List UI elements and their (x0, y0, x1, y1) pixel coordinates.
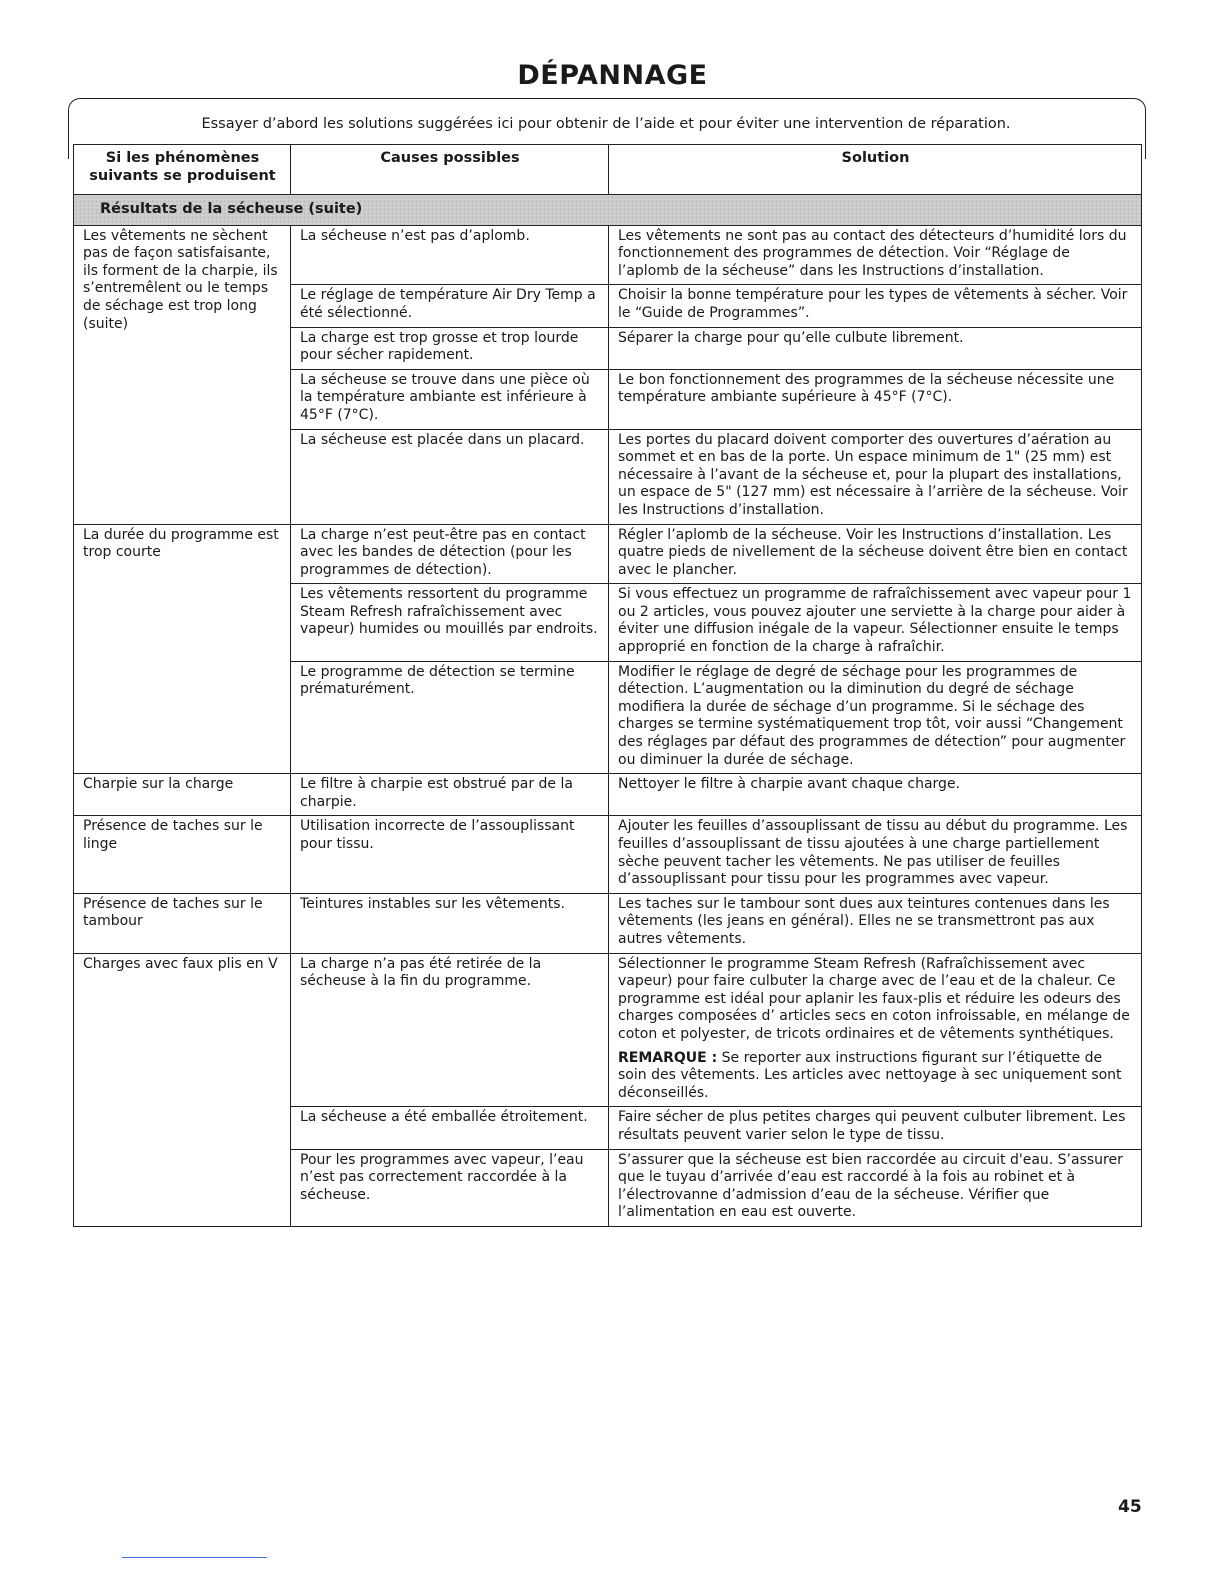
table-row (74, 225, 1142, 285)
cause-cell: La sécheuse a été emballée étroitement. (291, 1107, 609, 1149)
symptom-cell: Présence de taches sur le tambour (74, 893, 291, 953)
section-row (74, 195, 1142, 226)
table-row (74, 893, 1142, 953)
solution-cell: Les taches sur le tambour sont dues aux teintures contenues dans les vêtements (les jeans en général). Elles ne se transmettront pas aux autres vêtements. (609, 893, 1142, 953)
solution-text: Sélectionner le programme Steam Refresh (Rafraîchissement avec vapeur) pour faire culbuter la charge avec de l’eau et de la chaleur. Ce programme est idéal pour aplanir les faux-plis et réduire les odeurs des charges composées d’ articles secs en coton infroissable, en mélange de coton et polyester, de tricots ordinaires et de vêtements synthétiques. (618, 955, 1130, 1042)
solution-cell: Le bon fonctionnement des programmes de la sécheuse nécessite une température ambiante supérieure à 45°F (7°C). (609, 369, 1142, 429)
solution-cell (609, 953, 1142, 1107)
footer-rule (122, 1557, 267, 1558)
intro-text: Essayer d’abord les solutions suggérées ici pour obtenir de l’aide et pour éviter une intervention de réparation. (201, 116, 1011, 132)
table-row (74, 524, 1142, 584)
cause-cell: Le programme de détection se termine prématurément. (291, 661, 609, 774)
solution-cell: Si vous effectuez un programme de rafraîchissement avec vapeur pour 1 ou 2 articles, vous pouvez ajouter une serviette à la charge pour aider à éviter une diffusion inégale de la vapeur. Sélectionner ensuite le temps approprié en fonction de la charge à rafraîchir. (609, 584, 1142, 661)
table-row (74, 953, 1142, 1107)
solution-cell: Choisir la bonne température pour les types de vêtements à sécher. Voir le “Guide de Programmes”. (609, 285, 1142, 327)
symptom-cell: La durée du programme est trop courte (74, 524, 291, 774)
cause-cell: Teintures instables sur les vêtements. (291, 893, 609, 953)
symptom-cell: Charges avec faux plis en V (74, 953, 291, 1226)
section-title: Résultats de la sécheuse (suite) (74, 195, 1142, 226)
cause-cell: La sécheuse se trouve dans une pièce où la température ambiante est inférieure à 45°F (7°C). (291, 369, 609, 429)
cause-cell: Le réglage de température Air Dry Temp a été sélectionné. (291, 285, 609, 327)
cause-cell: La sécheuse n’est pas d’aplomb. (291, 225, 609, 285)
cause-cell: La charge n’a pas été retirée de la sécheuse à la fin du programme. (291, 953, 609, 1107)
header-solution: Solution (609, 145, 1142, 195)
solution-cell: Modifier le réglage de degré de séchage pour les programmes de détection. L’augmentation ou la diminution du degré de séchage modifiera la durée de séchage d’un programme. Si le séchage des charges se termine systématiquement trop tôt, voir aussi “Changement des réglages par défaut des programmes de détection” pour augmenter ou diminuer la durée de séchage. (609, 661, 1142, 774)
solution-cell: Faire sécher de plus petites charges qui peuvent culbuter librement. Les résultats peuvent varier selon le type de tissu. (609, 1107, 1142, 1149)
note-paragraph (618, 1050, 1133, 1103)
solution-cell: Nettoyer le filtre à charpie avant chaque charge. (609, 774, 1142, 816)
page-number: 45 (1118, 1497, 1142, 1517)
table-header-row (74, 145, 1142, 195)
cause-cell: Pour les programmes avec vapeur, l’eau n’est pas correctement raccordée à la sécheuse. (291, 1149, 609, 1226)
cause-cell: La sécheuse est placée dans un placard. (291, 429, 609, 524)
note-text: Se reporter aux instructions figurant sur l’étiquette de soin des vêtements. Les articles avec nettoyage à sec uniquement sont déconseillés. (618, 1049, 1122, 1101)
cause-cell: Le filtre à charpie est obstrué par de la charpie. (291, 774, 609, 816)
symptom-cell: Charpie sur la charge (74, 774, 291, 816)
header-cause: Causes possibles (291, 145, 609, 195)
cause-cell: Les vêtements ressortent du programme Steam Refresh rafraîchissement avec vapeur) humides ou mouillés par endroits. (291, 584, 609, 661)
cause-cell: Utilisation incorrecte de l’assouplissant pour tissu. (291, 816, 609, 893)
solution-cell: Les portes du placard doivent comporter des ouvertures d’aération au sommet et en bas de la porte. Un espace minimum de 1" (25 mm) est nécessaire à l’avant de la sécheuse et, pour la plupart des installations, un espace de 5" (127 mm) est nécessaire à l’arrière de la sécheuse. Voir les Instructions d’installation. (609, 429, 1142, 524)
solution-cell: Séparer la charge pour qu’elle culbute librement. (609, 327, 1142, 369)
troubleshooting-table (73, 144, 1142, 1227)
note-label: REMARQUE : (618, 1049, 718, 1066)
cause-cell: La charge n’est peut-être pas en contact avec les bandes de détection (pour les programmes de détection). (291, 524, 609, 584)
cause-cell: La charge est trop grosse et trop lourde pour sécher rapidement. (291, 327, 609, 369)
symptom-cell: Présence de taches sur le linge (74, 816, 291, 893)
page-title: DÉPANNAGE (517, 60, 708, 91)
solution-cell: Régler l’aplomb de la sécheuse. Voir les Instructions d’installation. Les quatre pieds de nivellement de la sécheuse doivent être bien en contact avec le plancher. (609, 524, 1142, 584)
table-row (74, 774, 1142, 816)
symptom-cell: Les vêtements ne sèchent pas de façon satisfaisante, ils forment de la charpie, ils s’entremêlent ou le temps de séchage est trop long (suite) (74, 225, 291, 524)
table-row (74, 816, 1142, 893)
solution-cell: Les vêtements ne sont pas au contact des détecteurs d’humidité lors du fonctionnement des programmes de détection. Voir “Réglage de l’aplomb de la sécheuse” dans les Instructions d’installation. (609, 225, 1142, 285)
solution-cell: Ajouter les feuilles d’assouplissant de tissu au début du programme. Les feuilles d’assouplissant de tissu ajoutées à une charge partiellement sèche peuvent tacher les vêtements. Ne pas utiliser de feuilles d’assouplissant pour tissu pour les programmes avec vapeur. (609, 816, 1142, 893)
solution-cell: S’assurer que la sécheuse est bien raccordée au circuit d'eau. S’assurer que le tuyau d’arrivée d’eau est raccordé à la fois au robinet et à l’électrovanne d’admission d’eau de la sécheuse. Vérifier que l’alimentation en eau est ouverte. (609, 1149, 1142, 1226)
header-symptom: Si les phénomènes suivants se produisent (74, 145, 291, 195)
